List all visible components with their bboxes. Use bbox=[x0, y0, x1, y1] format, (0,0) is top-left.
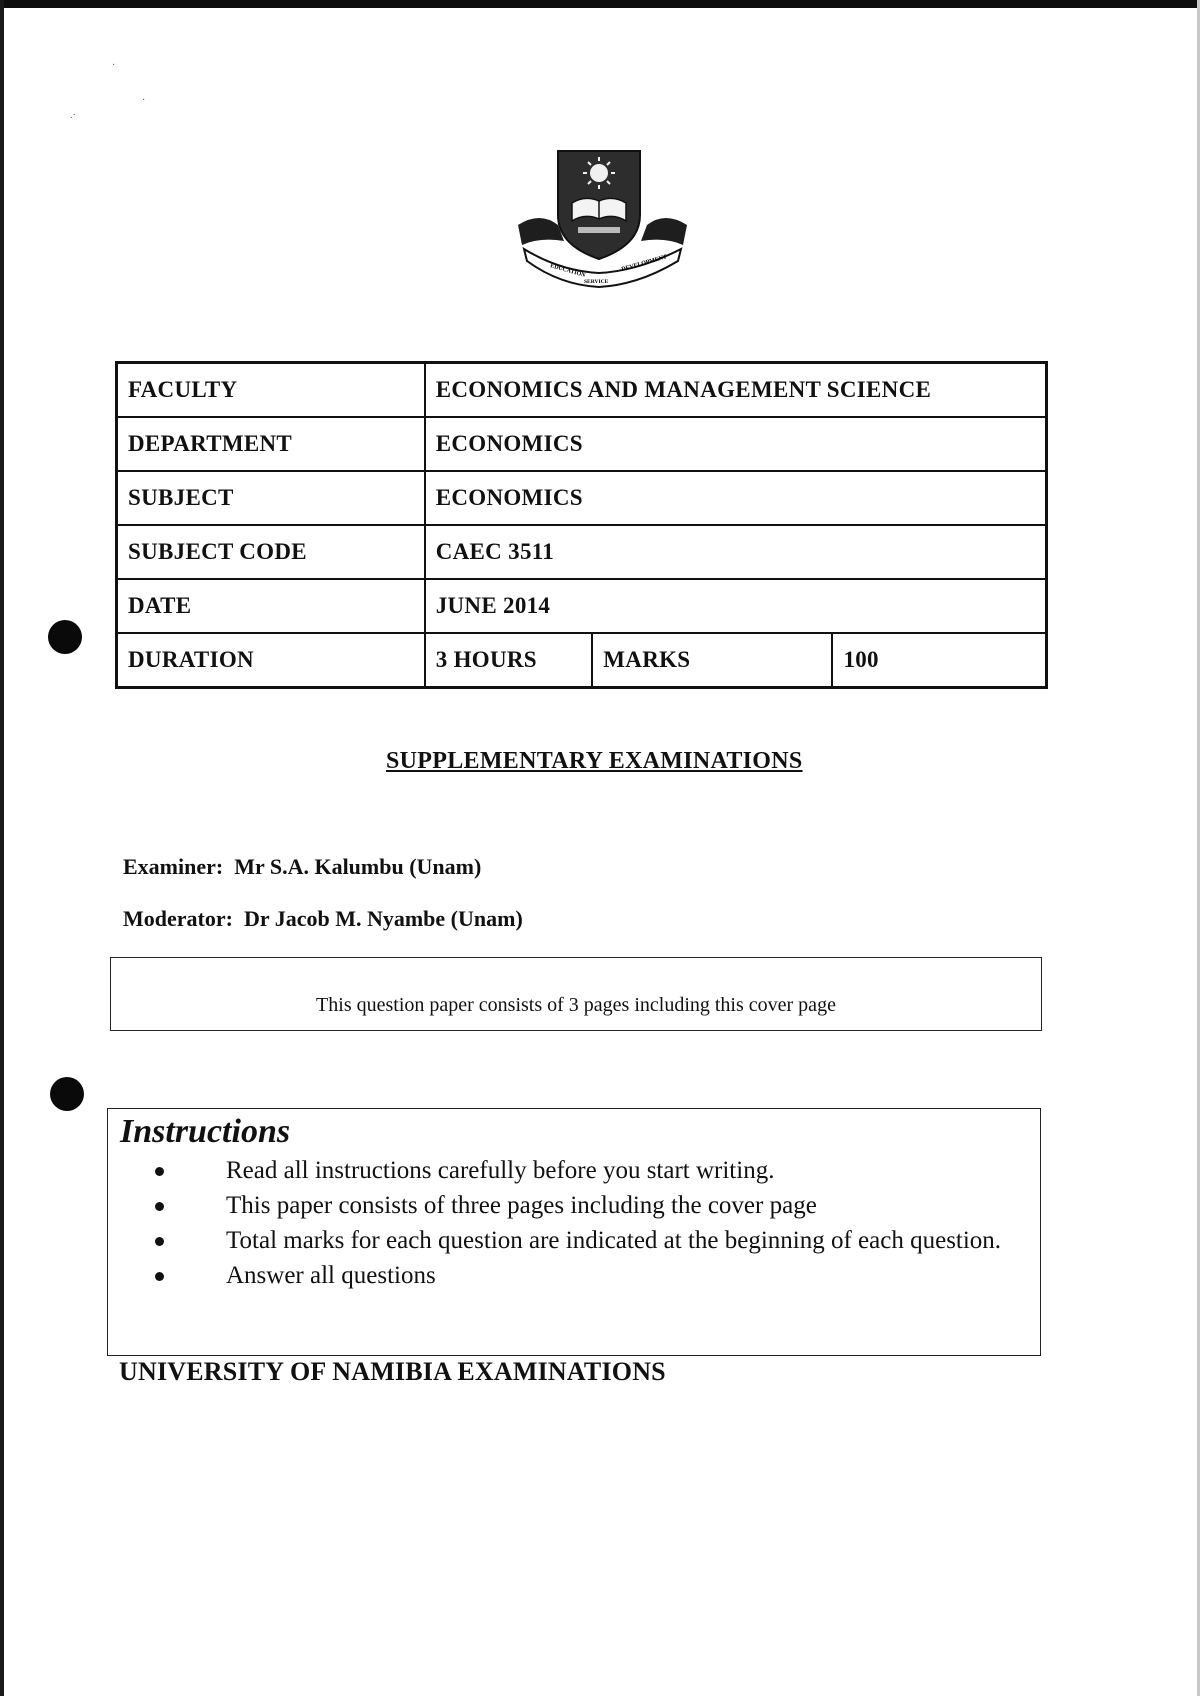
bullet-icon bbox=[155, 1237, 164, 1246]
university-crest-logo bbox=[510, 145, 695, 300]
marks-value: 100 bbox=[832, 633, 1046, 688]
crest-motto-left: EDUCATION bbox=[549, 263, 586, 279]
examiner-line bbox=[123, 854, 481, 880]
instructions-heading: Instructions bbox=[120, 1113, 291, 1150]
subject-code-label: SUBJECT CODE bbox=[117, 525, 425, 579]
pages-note-box bbox=[110, 957, 1042, 1031]
crest-motto-right: DEVELOPMENT bbox=[620, 254, 668, 273]
moderator-line bbox=[123, 906, 523, 932]
date-value: JUNE 2014 bbox=[425, 579, 1047, 633]
department-value: ECONOMICS bbox=[425, 417, 1047, 471]
exam-title: SUPPLEMENTARY EXAMINATIONS bbox=[386, 748, 803, 774]
bullet-icon bbox=[155, 1272, 164, 1281]
marks-label: MARKS bbox=[592, 633, 832, 688]
pages-note: This question paper consists of 3 pages including this cover page bbox=[316, 994, 836, 1016]
instruction-text: This paper consists of three pages including the cover page bbox=[226, 1192, 817, 1219]
scan-speck: · bbox=[142, 95, 146, 106]
duration-value: 3 HOURS bbox=[425, 633, 593, 688]
instruction-text: Answer all questions bbox=[226, 1262, 436, 1289]
subject-code-value: CAEC 3511 bbox=[425, 525, 1047, 579]
scan-edge-left bbox=[0, 0, 4, 1696]
list-item bbox=[108, 1155, 1008, 1187]
punch-hole bbox=[48, 620, 82, 654]
table-row bbox=[117, 525, 1047, 579]
table-row bbox=[117, 633, 1047, 688]
list-item bbox=[108, 1225, 1008, 1257]
scan-speck: .· bbox=[70, 110, 76, 121]
duration-label: DURATION bbox=[117, 633, 425, 688]
subject-value: ECONOMICS bbox=[425, 471, 1047, 525]
table-row bbox=[117, 471, 1047, 525]
instruction-text: Total marks for each question are indicated at the beginning of each question. bbox=[226, 1227, 1002, 1254]
moderator-name: Dr Jacob M. Nyambe (Unam) bbox=[243, 906, 523, 931]
examiner-name: Mr S.A. Kalumbu (Unam) bbox=[234, 854, 482, 879]
scan-edge-top bbox=[0, 0, 1200, 8]
scan-speck: · bbox=[112, 60, 116, 71]
punch-hole bbox=[50, 1077, 84, 1111]
date-label: DATE bbox=[117, 579, 425, 633]
moderator-label: Moderator: bbox=[123, 906, 233, 931]
table-row bbox=[117, 579, 1047, 633]
instructions-box bbox=[107, 1108, 1041, 1356]
faculty-value: ECONOMICS AND MANAGEMENT SCIENCE bbox=[425, 363, 1047, 418]
exam-info-table bbox=[115, 361, 1048, 689]
instructions-list bbox=[108, 1155, 1008, 1295]
faculty-label: FACULTY bbox=[117, 363, 425, 418]
bullet-icon bbox=[155, 1202, 164, 1211]
examiner-label: Examiner: bbox=[123, 854, 224, 879]
department-label: DEPARTMENT bbox=[117, 417, 425, 471]
instruction-text: Read all instructions carefully before you start writing. bbox=[226, 1157, 775, 1184]
list-item bbox=[108, 1260, 1008, 1292]
subject-label: SUBJECT bbox=[117, 471, 425, 525]
table-row bbox=[117, 363, 1047, 418]
crest-motto-bottom: SERVICE bbox=[584, 279, 609, 285]
table-row bbox=[117, 417, 1047, 471]
bullet-icon bbox=[155, 1167, 164, 1176]
footer-title: UNIVERSITY OF NAMIBIA EXAMINATIONS bbox=[119, 1357, 666, 1386]
list-item bbox=[108, 1190, 1008, 1222]
